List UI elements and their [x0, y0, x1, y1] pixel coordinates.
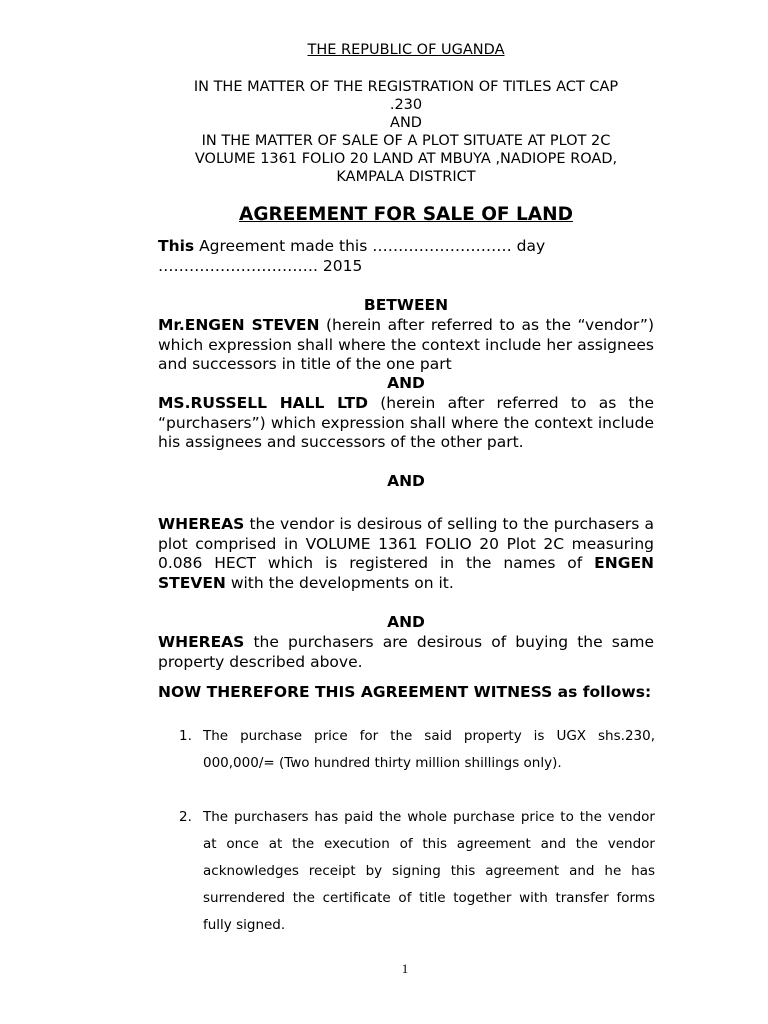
clause-number: 1.	[179, 728, 192, 744]
whereas-text-1b: with the developments on it.	[225, 573, 454, 592]
and-heading-2: AND	[387, 472, 425, 490]
clause-number: 2.	[179, 809, 192, 825]
whereas-paragraph-1	[158, 515, 654, 593]
purchaser-paragraph	[158, 394, 654, 453]
matter-line: IN THE MATTER OF SALE OF A PLOT SITUATE AT PLOT 2C	[201, 133, 611, 149]
whereas-text-1a: the vendor is desirous of selling to the purchasers a plot comprised in VOLUME 1361 FOLIO 20 Plot 2C measuring 0.086 HECT which is registered in the names of	[158, 515, 654, 572]
and-heading-1: AND	[387, 374, 425, 392]
whereas-name: ENGEN STEVEN	[158, 554, 654, 592]
vendor-paragraph	[158, 316, 654, 375]
vendor-text: (herein after referred to as the “vendor”) which expression shall where the context include her assignees and successors in title of the one part	[158, 316, 654, 373]
clause-text: The purchase price for the said property is UGX shs.230, 000,000/= (Two hundred thirty million shillings only).	[203, 728, 655, 771]
whereas-keyword-2: WHEREAS	[158, 633, 245, 651]
now-therefore-heading: NOW THEREFORE THIS AGREEMENT WITNESS as follows:	[158, 683, 652, 701]
clause-item	[179, 804, 655, 939]
intro-paragraph	[158, 237, 654, 276]
whereas-paragraph-2	[158, 633, 654, 672]
and-heading-3: AND	[387, 613, 425, 631]
purchaser-name: MS.RUSSELL HALL LTD	[158, 394, 368, 412]
matter-line: .230	[389, 97, 423, 113]
clause-text: The purchasers has paid the whole purchase price to the vendor at once at the execution of this agreement and the vendor acknowledges receipt by signing this agreement and he has surrendered the certificate of title together with transfer forms fully signed.	[203, 809, 655, 933]
vendor-name: Mr.ENGEN STEVEN	[158, 316, 320, 334]
purchaser-text: (herein after referred to as the “purchasers”) which expression shall where the context include his assignees and successors of the other part.	[158, 394, 654, 451]
intro-this: This	[158, 237, 195, 255]
between-heading: BETWEEN	[363, 296, 449, 314]
clause-item	[179, 723, 655, 777]
matter-line: VOLUME 1361 FOLIO 20 LAND AT MBUYA ,NADIOPE ROAD,	[194, 151, 618, 167]
matter-line: KAMPALA DISTRICT	[336, 169, 476, 185]
matter-heading	[140, 78, 672, 186]
page-number: 1	[401, 961, 409, 976]
intro-line1: Agreement made this ……………………… day	[194, 237, 546, 255]
intro-line2: …………………………. 2015	[158, 256, 363, 275]
agreement-title: AGREEMENT FOR SALE OF LAND	[239, 204, 573, 225]
whereas-keyword-1: WHEREAS	[158, 515, 245, 533]
matter-line: AND	[390, 115, 422, 131]
republic-heading: THE REPUBLIC OF UGANDA	[307, 42, 505, 58]
matter-line: IN THE MATTER OF THE REGISTRATION OF TITLES ACT CAP	[193, 79, 619, 95]
whereas-text-2: the purchasers are desirous of buying the same property described above.	[158, 633, 654, 671]
